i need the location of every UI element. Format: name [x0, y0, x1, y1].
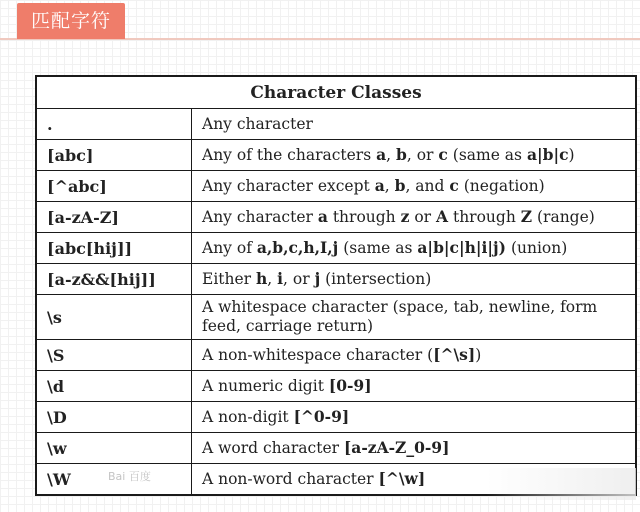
text-segment: Any character [202, 208, 318, 226]
table-row [36, 433, 636, 464]
table-body [36, 109, 636, 496]
class-symbol: [abc[hij]] [36, 233, 192, 264]
bold-segment: A [436, 207, 449, 226]
text-segment: , [384, 177, 395, 195]
text-segment: (range) [532, 208, 595, 226]
class-symbol: \W [36, 464, 192, 496]
class-symbol: \w [36, 433, 192, 464]
class-symbol: \d [36, 371, 192, 402]
text-segment: A non-whitespace character ( [202, 346, 434, 364]
text-segment: A numeric digit [202, 377, 329, 395]
table-row [36, 371, 636, 402]
text-segment: (same as [447, 146, 527, 164]
bold-segment: [a-zA-Z_0-9] [343, 438, 450, 457]
bold-segment: a,b,c,h,I,j [256, 238, 339, 257]
class-description [192, 109, 637, 140]
class-description [192, 171, 637, 202]
table-row [36, 109, 636, 140]
class-description [192, 140, 637, 171]
table-row [36, 202, 636, 233]
class-description [192, 340, 637, 371]
class-symbol: [^abc] [36, 171, 192, 202]
table-title: Character Classes [36, 76, 636, 109]
text-segment: Any of [202, 239, 257, 257]
bold-segment: [^\s] [433, 345, 476, 364]
class-description [192, 402, 637, 433]
class-description [192, 264, 637, 295]
bold-segment: j [314, 269, 321, 288]
bold-segment: Z [520, 207, 533, 226]
text-segment: A word character [202, 439, 344, 457]
text-segment: ) [568, 146, 575, 164]
text-segment: Any character [202, 114, 313, 133]
bold-segment: h [256, 269, 268, 288]
class-description [192, 295, 637, 340]
text-segment: A non-digit [202, 408, 294, 426]
class-description [192, 233, 637, 264]
watermark-text: Bai 百度 [108, 470, 151, 483]
table-row [36, 402, 636, 433]
bold-segment: [^\w] [378, 469, 426, 488]
text-segment: or [409, 208, 437, 226]
bold-segment: a [376, 145, 387, 164]
bold-segment: a [317, 207, 328, 226]
table-row [36, 340, 636, 371]
table-row [36, 233, 636, 264]
text-segment: , or [406, 146, 439, 164]
bold-segment: a|b|c [526, 145, 569, 164]
class-description [192, 371, 637, 402]
text-segment: Any of the characters [202, 146, 377, 164]
bold-segment: b [396, 145, 407, 164]
text-segment: through [448, 208, 521, 226]
bold-segment: b [394, 176, 406, 195]
text-segment: through [327, 208, 401, 226]
class-symbol: . [36, 109, 192, 140]
class-symbol: [abc] [36, 140, 192, 171]
text-segment: (intersection) [320, 270, 432, 288]
text-segment: , [267, 270, 278, 288]
table-row [36, 295, 636, 340]
class-description [192, 202, 637, 233]
class-symbol: [a-zA-Z] [36, 202, 192, 233]
class-symbol: \s [36, 295, 192, 340]
table-row [36, 140, 636, 171]
bold-segment: z [400, 207, 410, 226]
text-segment: ) [475, 346, 482, 364]
text-segment: A whitespace character (space, tab, newline, form feed, carriage return) [202, 298, 598, 335]
text-segment: (same as [338, 239, 418, 257]
text-segment: Any character except [202, 177, 375, 195]
bold-segment: [0-9] [328, 376, 372, 395]
bold-segment: a|b|c|h|i|j) [417, 238, 507, 257]
class-description [192, 433, 637, 464]
table-row [36, 464, 636, 496]
text-segment: A non-word character [202, 470, 379, 488]
character-classes-table [35, 75, 637, 496]
text-segment: , and [405, 177, 450, 195]
text-segment: (union) [506, 239, 568, 257]
bold-segment: a [374, 176, 385, 195]
class-symbol: \S [36, 340, 192, 371]
table-row [36, 264, 636, 295]
text-segment: (negation) [458, 177, 545, 195]
text-segment: Either [202, 270, 256, 288]
text-segment: , [386, 146, 397, 164]
class-symbol: [a-z&&[hij]] [36, 264, 192, 295]
class-description [192, 464, 637, 496]
text-segment: , or [283, 270, 315, 288]
class-symbol: \D [36, 402, 192, 433]
bold-segment: c [438, 145, 448, 164]
bold-segment: i [277, 269, 284, 288]
bold-segment: c [449, 176, 459, 195]
table-row [36, 171, 636, 202]
section-tag: 匹配字符 [17, 3, 125, 39]
bold-segment: [^0-9] [293, 407, 350, 426]
